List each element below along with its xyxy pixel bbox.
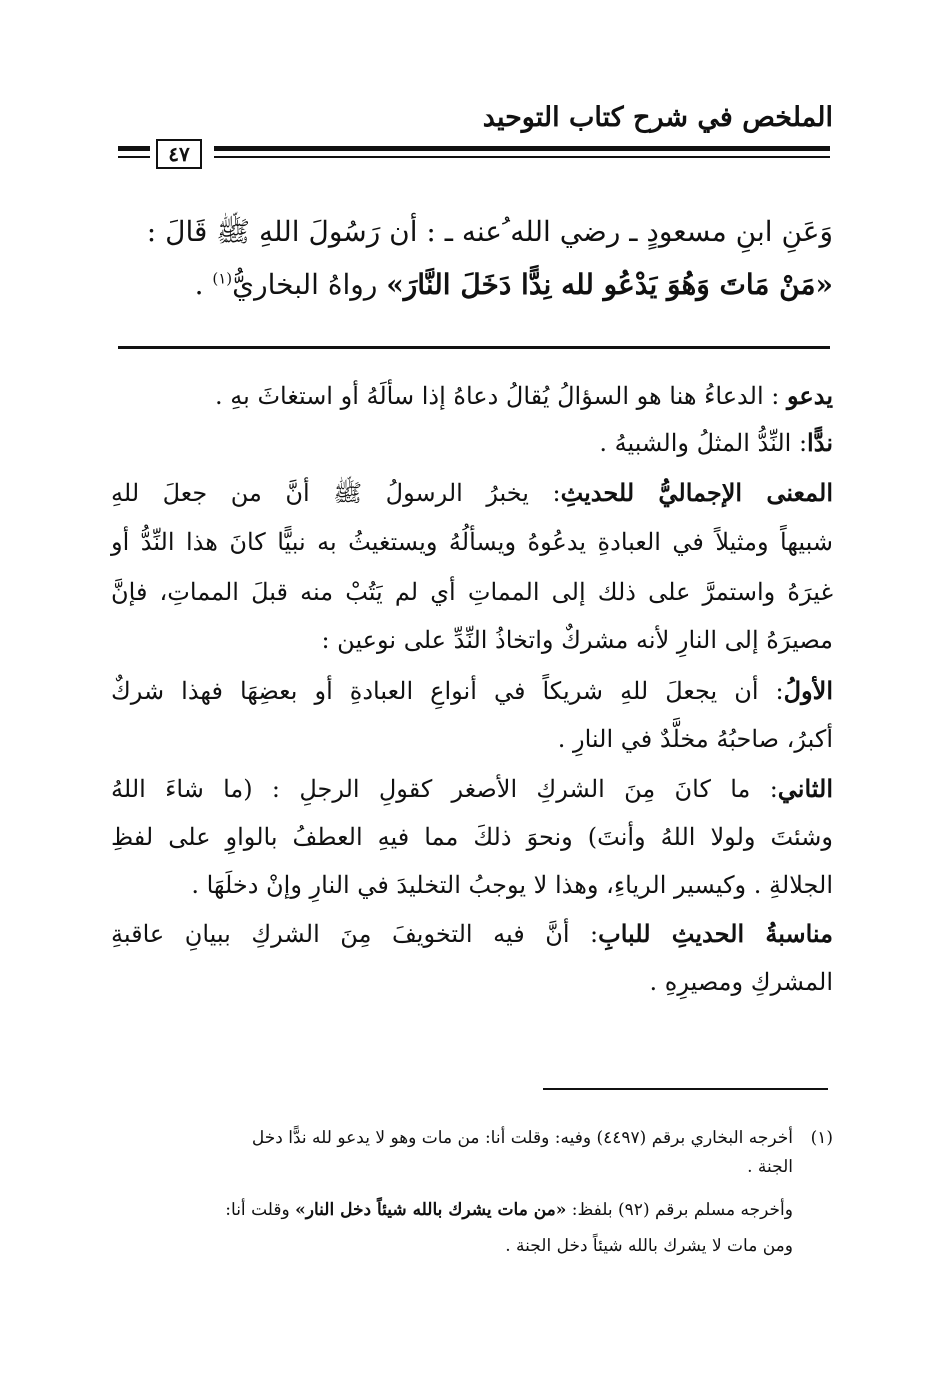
term-second: الثاني	[777, 774, 833, 803]
general-meaning-line-1: المعنى الإجماليُّ للحديثِ: يخبرُ الرسولُ ﷺ أنَّ من جعلَ للهِ	[111, 478, 833, 507]
second-type-line-2: وشئتَ ولولا اللهُ وأنتَ) ونحوَ ذلكَ مما فيهِ العطفُ بالواوِ على لفظِ	[111, 823, 833, 851]
footnote-1-line-1: أخرجه البخاري برقم (٤٤٩٧) وفيه: وقلت أنا: من مات وهو لا يدعو لله ندًّا دخل	[251, 1128, 793, 1148]
general-meaning-line-2: شبيهاً ومثيلاً في العبادةِ يدعُوهُ ويسألُهُ ويستغيثُ به نبيًّا كانَ هذا النِّدُّ أو	[111, 528, 833, 556]
running-title: الملخص في شرح كتاب التوحيد	[482, 102, 833, 133]
term-nidd: ندًّا	[807, 428, 833, 457]
term-general-meaning: المعنى الإجماليُّ للحديثِ	[560, 478, 833, 507]
hadith-narration: وَعَنِ ابنِ مسعودٍ ـ رضي الله ُعنه ـ : أن رَسُولَ اللهِ ﷺ قَالَ :	[146, 215, 833, 248]
relevance-line-1: مناسبةُ الحديثِ للبابِ: أنَّ فيه التخويفَ مِنَ الشركِ ببيانِ عاقبةِ	[111, 919, 833, 948]
hadith-line-1	[118, 215, 833, 255]
footnote-2-line-1: وأخرجه مسلم برقم (٩٢) بلفظ: «من مات يشرك بالله شيئاً دخل النار» وقلت أنا:	[225, 1200, 793, 1220]
general-meaning-line-4: مصيرَهُ إلى النارِ لأنه مشركٌ واتخاذُ النِّدِّ على نوعين :	[321, 626, 833, 654]
general-meaning-line-3: غيرَهُ واستمرَّ على ذلك إلى المماتِ أي لم يَتُبْ منه قبلَ المماتِ، فإنَّ	[111, 578, 833, 606]
footnote-2-line-2: ومن مات لا يشرك بالله شيئاً دخل الجنة .	[505, 1236, 793, 1256]
footnote-ref: (١)	[212, 269, 233, 288]
hadith-source: رواهُ البخاريُّ	[232, 268, 387, 301]
footnote-1-line-2: الجنة .	[747, 1157, 793, 1177]
definition-nidd: ندًّا: النِّدُّ المثلُ والشبيهُ .	[599, 428, 833, 457]
term-relevance: مناسبةُ الحديثِ للبابِ	[598, 919, 833, 948]
footnote-rule	[543, 1088, 828, 1090]
header-rule-right	[214, 146, 830, 151]
page-number: ٤٧	[156, 139, 202, 169]
first-type-line-1: الأولُ: أن يجعلَ للهِ شريكاً في أنواعِ العبادةِ أو بعضِهَا فهذا شركٌ	[111, 676, 833, 705]
header-rule-right-thin	[214, 156, 830, 158]
term-first: الأولُ	[783, 676, 833, 705]
relevance-line-2: المشركِ ومصيرِهِ .	[649, 968, 833, 996]
second-type-line-3: الجلالةِ . وكيسير الرياءِ، وهذا لا يوجبُ التخليدَ في النارِ وإنْ دخلَهَا .	[191, 871, 833, 899]
second-type-line-1: الثاني: ما كانَ مِنَ الشركِ الأصغر كقولِ الرجلِ : (ما شاءَ اللهُ	[111, 774, 833, 803]
hadith-line-2: «مَنْ مَاتَ وَهُوَ يَدْعُو لله نِدًّا دَخَلَ النَّارَ» رواهُ البخاريُّ$^{(١)}$ .	[194, 268, 833, 301]
section-divider	[118, 346, 830, 349]
header-rule-left	[118, 146, 150, 151]
hadith-quote: «مَنْ مَاتَ وَهُوَ يَدْعُو لله نِدًّا دَخَلَ النَّارَ»	[386, 268, 833, 301]
first-type-line-2: أكبرُ، صاحبُهُ مخلَّدٌ في النارِ .	[557, 725, 833, 753]
header-rule-left-thin	[118, 156, 150, 158]
definition-yadu: يدعو : الدعاءُ هنا هو السؤالُ يُقالُ دعاهُ إذا سألَهُ أو استغاثَ بهِ .	[215, 381, 833, 410]
term-yadu: يدعو	[787, 381, 833, 410]
footnote-number: (١)	[810, 1128, 833, 1148]
footnote-quote: «من مات يشرك بالله شيئاً دخل النار»	[295, 1200, 567, 1220]
